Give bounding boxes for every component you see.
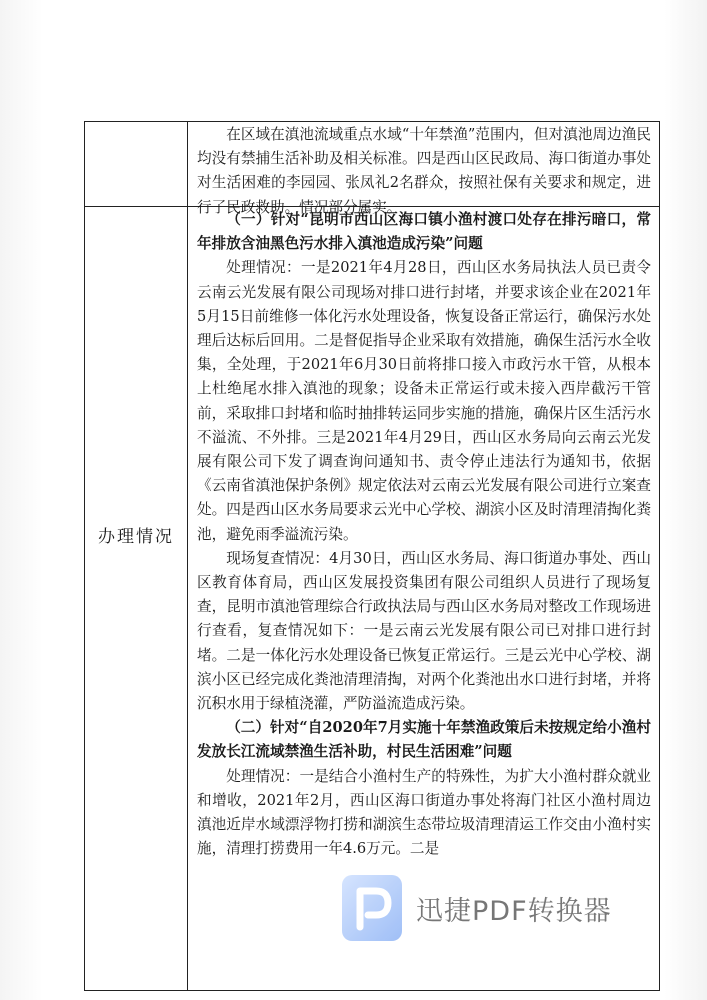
section2-handling: 处理情况：一是结合小渔村生产的特殊性，为扩大小渔村群众就业和增收，2021年2月，西山区海口街道办事处将海门社区小渔村周边滇池近岸水域漂浮物打捞和湖滨生态带垃圾清理清运工作交由小渔村实施，清理打捞费用一年4.6万元。二是 (197, 767, 651, 858)
watermark-text: 迅捷PDF转换器 (416, 895, 612, 927)
handling-cell (197, 208, 651, 861)
row-label-handling: 办理情况 (98, 527, 174, 547)
section1-heading: （一）针对“昆明市西山区海口镇小渔村渡口处存在排污暗口，常年排放含油黑色污水排入滇池造成污染”问题 (197, 211, 651, 253)
pdf-converter-logo-icon (342, 875, 402, 941)
top-cell-paragraph: 在区域在滇池流域重点水域“十年禁渔”范围内，但对滇池周边渔民均没有禁捕生活补助及相关标准。四是西山区民政局、海口街道办事处对生活困难的李园园、张凤礼2名群众，按照社保有关要求和规定，进行了民政救助。情况部分属实。 (197, 126, 651, 216)
section1-handling: 处理情况：一是2021年4月28日，西山区水务局执法人员已责令云南云光发展有限公司现场对排口进行封堵，并要求该企业在2021年5月15日前维修一体化污水处理设备，恢复设备正常运行，确保污水处理后达标后回用。二是督促指导企业采取有效措施，确保生活污水全收集，全处理，于2021年6月30日前将排口接入市政污水干管，从根本上杜绝尾水排入滇池的现象；设备未正常运行或未接入西岸截污干管前，采取排口封堵和临时抽排转运同步实施的措施，确保片区生活污水不溢流、不外排。三是2021年4月29日，西山区水务局向云南云光发展有限公司下发了调查询问通知书、责令停止违法行为通知书，依据《云南省滇池保护条例》规定依法对云南云光发展有限公司进行立案查处。四是西山区水务局要求云光中心学校、湖滨小区及时清理清掏化粪池，避免雨季溢流污染。 (197, 259, 651, 543)
document-table (84, 121, 660, 991)
watermark (342, 868, 652, 948)
top-cell-text (197, 123, 651, 220)
column-divider (187, 122, 188, 990)
section1-review: 现场复查情况：4月30日，西山区水务局、海口街道办事处、西山区教育体育局，西山区发展投资集团有限公司组织人员进行了现场复查，昆明市滇池管理综合行政执法局与西山区水务局对整改工作现场进行查看，复查情况如下：一是云南云光发展有限公司已对排口进行封堵。二是一体化污水处理设备已恢复正常运行。三是云光中心学校、湖滨小区已经完成化粪池清理清掏，对两个化粪池出水口进行封堵，并将沉积水用于绿植浇灌，严防溢流造成污染。 (197, 549, 651, 713)
section2-heading: （二）针对“自2020年7月实施十年禁渔政策后未按规定给小渔村发放长江流域禁渔生活补助，村民生活困难”问题 (197, 719, 651, 761)
